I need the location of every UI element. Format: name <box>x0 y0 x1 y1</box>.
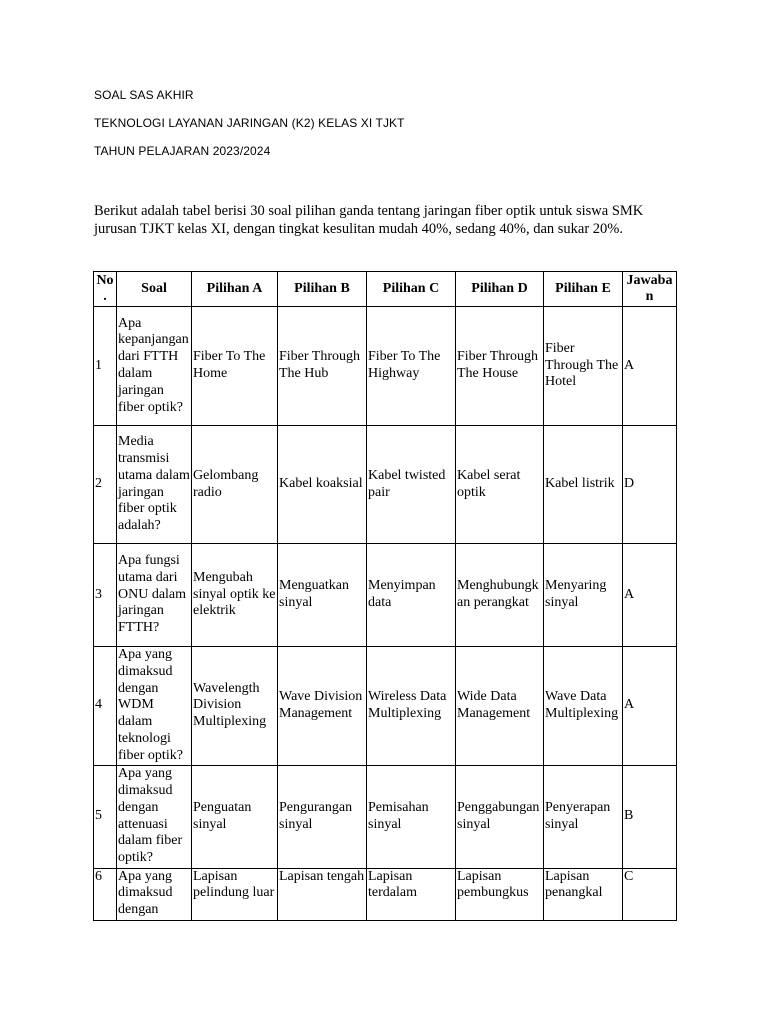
cell-pilihan-b: Menguatkan sinyal <box>278 544 367 647</box>
cell-pilihan-c: Lapisan terdalam <box>367 868 456 920</box>
cell-pilihan-b: Fiber Through The Hub <box>278 307 367 426</box>
cell-soal: Apa yang dimaksud dengan <box>117 868 192 920</box>
cell-pilihan-e: Wave Data Multiplexing <box>544 647 623 766</box>
header-no: No. <box>94 272 117 307</box>
cell-pilihan-c: Pemisahan sinyal <box>367 765 456 868</box>
cell-pilihan-b: Wave Division Management <box>278 647 367 766</box>
header-pilihan-a: Pilihan A <box>192 272 278 307</box>
cell-jawaban: A <box>623 307 677 426</box>
cell-pilihan-e: Menyaring sinyal <box>544 544 623 647</box>
cell-no: 6 <box>94 868 117 920</box>
question-table <box>93 271 677 921</box>
table-row <box>94 307 677 426</box>
cell-pilihan-b: Lapisan tengah <box>278 868 367 920</box>
cell-no: 5 <box>94 765 117 868</box>
cell-soal: Apa yang dimaksud dengan WDM dalam teknologi fiber optik? <box>117 647 192 766</box>
table-row <box>94 868 677 920</box>
header-pilihan-c: Pilihan C <box>367 272 456 307</box>
cell-pilihan-d: Wide Data Management <box>456 647 544 766</box>
cell-soal: Apa kepanjangan dari FTTH dalam jaringan fiber optik? <box>117 307 192 426</box>
cell-pilihan-e: Kabel listrik <box>544 426 623 544</box>
cell-pilihan-c: Fiber To The Highway <box>367 307 456 426</box>
cell-pilihan-a: Wavelength Division Multiplexing <box>192 647 278 766</box>
cell-pilihan-a: Lapisan pelindung luar <box>192 868 278 920</box>
cell-pilihan-d: Fiber Through The House <box>456 307 544 426</box>
cell-no: 1 <box>94 307 117 426</box>
cell-no: 2 <box>94 426 117 544</box>
cell-jawaban: D <box>623 426 677 544</box>
header-soal: Soal <box>117 272 192 307</box>
doc-school-year: TAHUN PELAJARAN 2023/2024 <box>94 144 271 158</box>
header-pilihan-d: Pilihan D <box>456 272 544 307</box>
cell-jawaban: A <box>623 544 677 647</box>
intro-paragraph: Berikut adalah tabel berisi 30 soal pilihan ganda tentang jaringan fiber optik untuk siswa SMK jurusan TJKT kelas XI, dengan tingkat kesulitan mudah 40%, sedang 40%, dan sukar 20%. <box>94 203 644 237</box>
cell-soal: Media transmisi utama dalam jaringan fiber optik adalah? <box>117 426 192 544</box>
cell-pilihan-d: Menghubungkan perangkat <box>456 544 544 647</box>
cell-pilihan-a: Penguatan sinyal <box>192 765 278 868</box>
cell-pilihan-d: Penggabungan sinyal <box>456 765 544 868</box>
cell-pilihan-e: Fiber Through The Hotel <box>544 307 623 426</box>
table-row <box>94 426 677 544</box>
table-row <box>94 647 677 766</box>
cell-no: 4 <box>94 647 117 766</box>
header-pilihan-e: Pilihan E <box>544 272 623 307</box>
table-row <box>94 544 677 647</box>
cell-pilihan-a: Gelombang radio <box>192 426 278 544</box>
cell-pilihan-d: Kabel serat optik <box>456 426 544 544</box>
header-jawaban: Jawaban <box>623 272 677 307</box>
cell-pilihan-a: Mengubah sinyal optik ke elektrik <box>192 544 278 647</box>
header-pilihan-b: Pilihan B <box>278 272 367 307</box>
cell-pilihan-c: Menyimpan data <box>367 544 456 647</box>
cell-no: 3 <box>94 544 117 647</box>
doc-subject: TEKNOLOGI LAYANAN JARINGAN (K2) KELAS XI TJKT <box>94 116 405 130</box>
cell-pilihan-c: Wireless Data Multiplexing <box>367 647 456 766</box>
cell-jawaban: C <box>623 868 677 920</box>
cell-pilihan-e: Penyerapan sinyal <box>544 765 623 868</box>
cell-jawaban: B <box>623 765 677 868</box>
doc-title: SOAL SAS AKHIR <box>94 88 194 102</box>
cell-pilihan-d: Lapisan pembungkus <box>456 868 544 920</box>
cell-jawaban: A <box>623 647 677 766</box>
cell-soal: Apa yang dimaksud dengan attenuasi dalam fiber optik? <box>117 765 192 868</box>
cell-pilihan-e: Lapisan penangkal <box>544 868 623 920</box>
cell-pilihan-c: Kabel twisted pair <box>367 426 456 544</box>
cell-pilihan-b: Pengurangan sinyal <box>278 765 367 868</box>
table-row <box>94 765 677 868</box>
cell-soal: Apa fungsi utama dari ONU dalam jaringan FTTH? <box>117 544 192 647</box>
cell-pilihan-a: Fiber To The Home <box>192 307 278 426</box>
cell-pilihan-b: Kabel koaksial <box>278 426 367 544</box>
table-header-row <box>94 272 677 307</box>
